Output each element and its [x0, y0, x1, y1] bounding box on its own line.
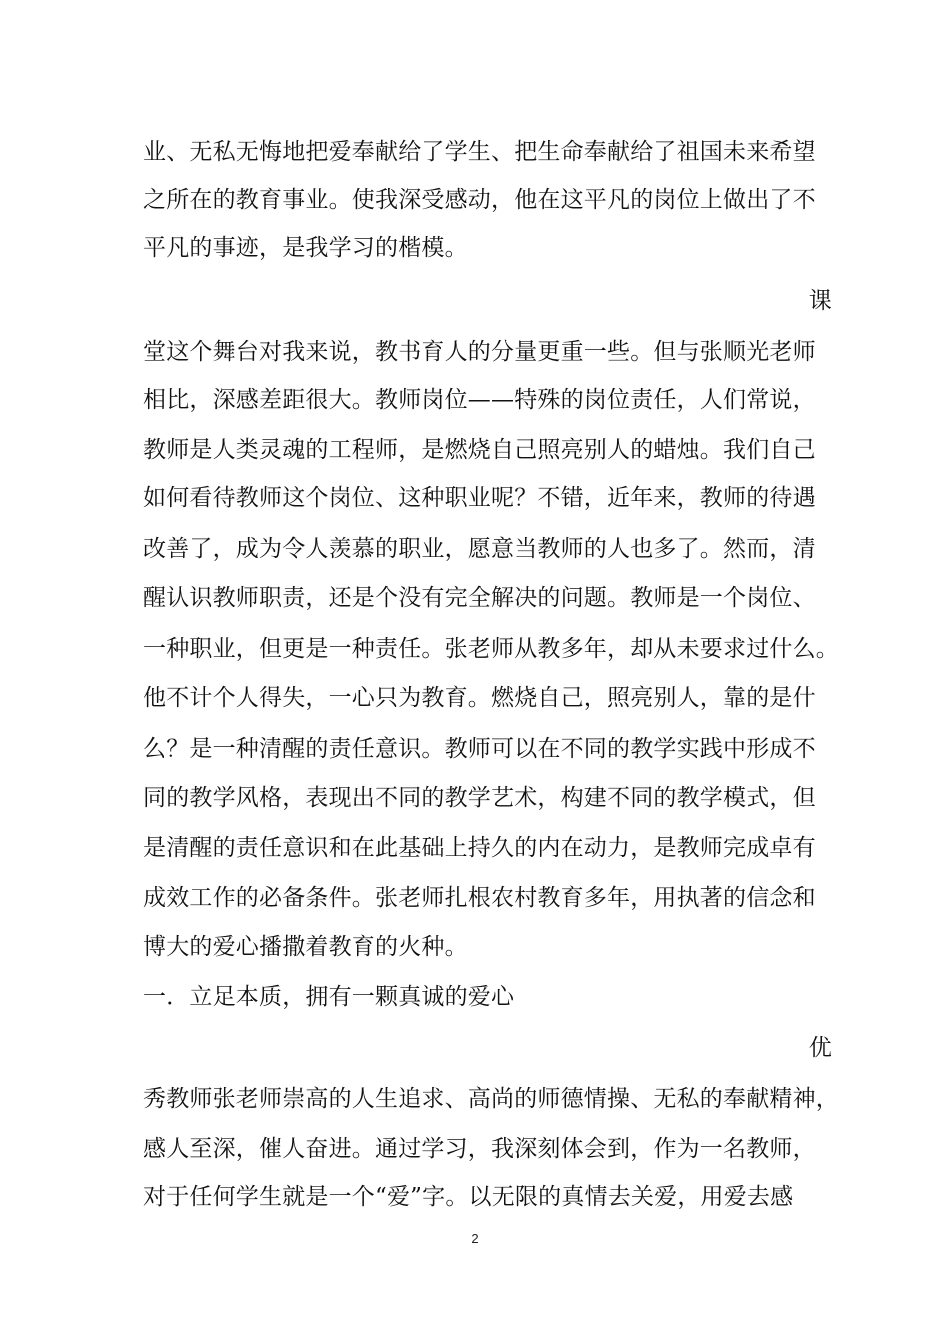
section-heading: 一．立足本质，拥有一颗真诚的爱心: [143, 984, 515, 1010]
text-line: 堂这个舞台对我来说，教书育人的分量更重一些。但与张顺光老师: [143, 339, 816, 365]
text-line: 相比，深感差距很大。教师岗位——特殊的岗位责任，人们常说，: [143, 387, 816, 413]
text-line: 秀教师张老师崇高的人生追求、高尚的师德情操、无私的奉献精神，: [143, 1086, 839, 1112]
text-line: 课: [808, 288, 832, 314]
text-line: 改善了，成为令人羡慕的职业，愿意当教师的人也多了。然而，清: [143, 536, 816, 562]
text-line: 同的教学风格，表现出不同的教学艺术，构建不同的教学模式，但: [143, 785, 816, 811]
text-line: 平凡的事迹，是我学习的楷模。: [143, 235, 468, 261]
text-line: 成效工作的必备条件。张老师扎根农村教育多年，用执著的信念和: [143, 885, 816, 911]
text-line: 教师是人类灵魂的工程师，是燃烧自己照亮别人的蜡烛。我们自己: [143, 437, 816, 463]
text-line: 优: [808, 1035, 832, 1061]
text-line: 是清醒的责任意识和在此基础上持久的内在动力，是教师完成卓有: [143, 835, 816, 861]
text-line: 对于任何学生就是一个“爱”字。以无限的真情去关爱，用爱去感: [143, 1184, 794, 1210]
text-line: 么？是一种清醒的责任意识。教师可以在不同的教学实践中形成不: [143, 736, 816, 762]
text-line: 一种职业，但更是一种责任。张老师从教多年，却从未要求过什么。: [143, 636, 839, 662]
text-line: 醒认识教师职责，还是个没有完全解决的问题。教师是一个岗位、: [143, 585, 816, 611]
text-line: 之所在的教育事业。使我深受感动，他在这平凡的岗位上做出了不: [143, 187, 816, 213]
text-line: 感人至深，催人奋进。通过学习，我深刻体会到，作为一名教师，: [143, 1136, 816, 1162]
page-number: 2: [471, 1231, 479, 1246]
text-line: 如何看待教师这个岗位、这种职业呢？不错，近年来，教师的待遇: [143, 485, 816, 511]
text-line: 他不计个人得失，一心只为教育。燃烧自己，照亮别人，靠的是什: [143, 685, 816, 711]
text-line: 业、无私无悔地把爱奉献给了学生、把生命奉献给了祖国未来希望: [143, 139, 816, 165]
text-line: 博大的爱心播撒着教育的火种。: [143, 934, 468, 960]
